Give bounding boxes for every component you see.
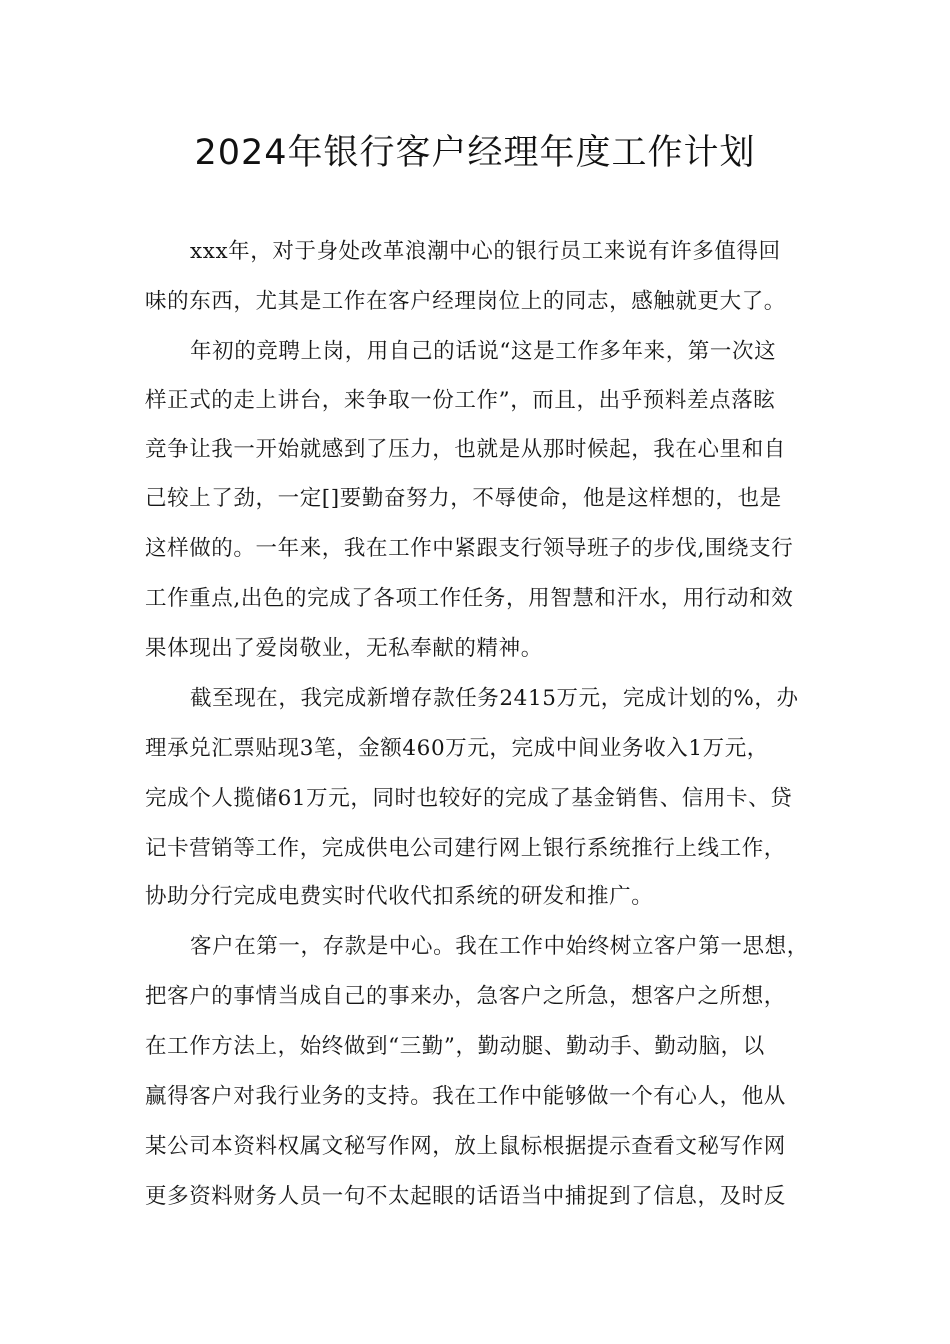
paragraph-3-line-2: 理承兑汇票贴现3笔，金额460万元，完成中间业务收入1万元，	[145, 736, 769, 761]
document-title: 2024年银行客户经理年度工作计划	[194, 133, 756, 173]
paragraph-1-line-1: xxx年，对于身处改革浪潮中心的银行员工来说有许多值得回	[190, 239, 781, 264]
paragraph-2-line-3: 竞争让我一开始就感到了压力，也就是从那时候起，我在心里和自	[145, 437, 786, 462]
paragraph-3-line-3: 完成个人揽储61万元，同时也较好的完成了基金销售、信用卡、贷	[145, 786, 793, 811]
paragraph-2-line-6: 工作重点,出色的完成了各项工作任务，用智慧和汗水，用行动和效	[145, 586, 794, 611]
paragraph-2-line-5: 这样做的。一年来，我在工作中紧跟支行领导班子的步伐,围绕支行	[145, 536, 794, 561]
paragraph-1-line-2: 味的东西，尤其是工作在客户经理岗位上的同志，感触就更大了。	[145, 289, 786, 314]
paragraph-2-line-7: 果体现出了爱岗敬业，无私奉献的精神。	[145, 636, 543, 661]
paragraph-4-line-1: 客户在第一，存款是中心。我在工作中始终树立客户第一思想，	[190, 934, 809, 959]
paragraph-4-line-4: 赢得客户对我行业务的支持。我在工作中能够做一个有心人，他从	[145, 1084, 786, 1109]
paragraph-3-line-4: 记卡营销等工作，完成供电公司建行网上银行系统推行上线工作，	[145, 836, 786, 861]
paragraph-2-line-1: 年初的竞聘上岗，用自己的话说“这是工作多年来，第一次这	[190, 339, 777, 364]
paragraph-4-line-6: 更多资料财务人员一句不太起眼的话语当中捕捉到了信息，及时反	[145, 1184, 786, 1209]
paragraph-2-line-2: 样正式的走上讲台，来争取一份工作”，而且，出乎预料差点落眩	[145, 388, 776, 413]
paragraph-3-line-1: 截至现在，我完成新增存款任务2415万元，完成计划的%，办	[190, 686, 799, 711]
paragraph-4-line-2: 把客户的事情当成自己的事来办，急客户之所急，想客户之所想，	[145, 984, 786, 1009]
paragraph-4-line-5: 某公司本资料权属文秘写作网，放上鼠标根据提示查看文秘写作网	[145, 1134, 786, 1159]
paragraph-4-line-3: 在工作方法上，始终做到“三勤”，勤动腿、勤动手、勤动脑，以	[145, 1034, 765, 1059]
paragraph-3-line-5: 协助分行完成电费实时代收代扣系统的研发和推广。	[145, 884, 654, 909]
paragraph-2-line-4: 己较上了劲，一定[]要勤奋努力，不辱使命，他是这样想的，也是	[145, 486, 782, 511]
